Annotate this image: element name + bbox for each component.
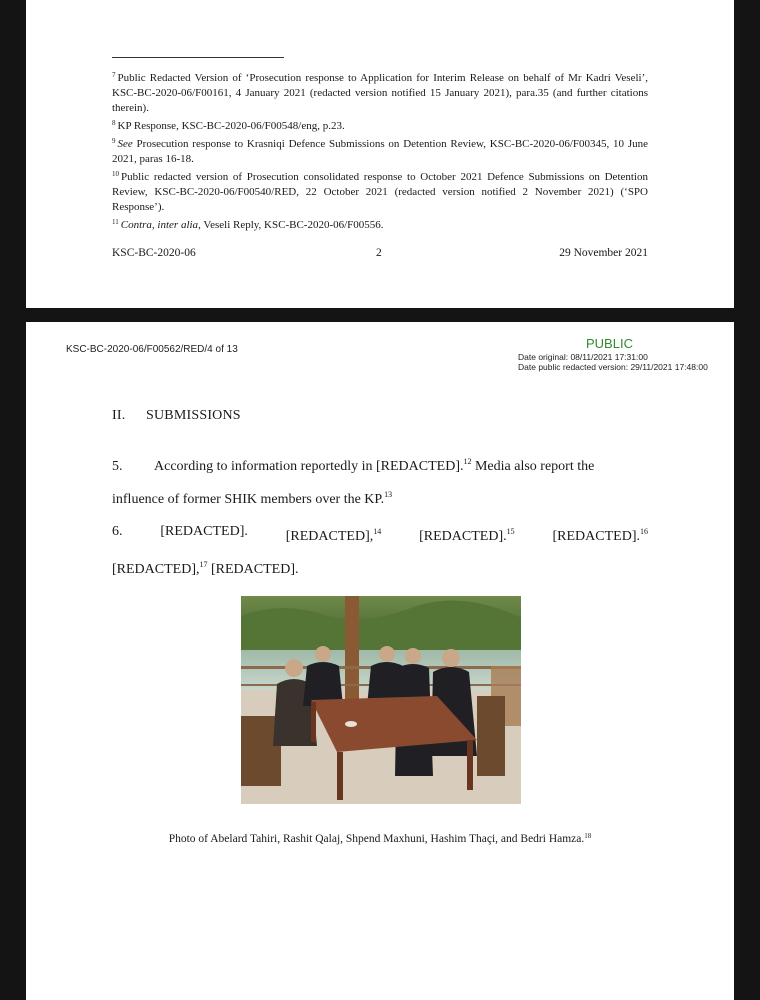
paragraph-text: influence of former SHIK members over the KP. [112, 492, 385, 507]
footnote-number: 10 [112, 170, 119, 178]
footnote [112, 215, 648, 233]
paragraph-6 [112, 518, 648, 584]
paragraph-text: According to information reportedly in [REDACTED]. [154, 459, 464, 474]
footnote-text: , Veseli Reply, KSC-BC-2020-06/F00556. [198, 219, 384, 231]
redacted-text: [REDACTED], [112, 562, 200, 577]
paragraph-text: Media also report the [471, 459, 595, 474]
footnote-ref[interactable]: 13 [384, 490, 393, 499]
footer-page-number: 2 [376, 247, 382, 259]
footnote-number: 8 [112, 119, 116, 127]
footnote-text: See [117, 138, 133, 150]
paragraph-number: 6. [112, 524, 123, 539]
left-edge-border [0, 0, 26, 1000]
footnote-number: 9 [112, 137, 116, 145]
footer-case-number: KSC-BC-2020-06 [112, 247, 196, 259]
footnote-number: 11 [112, 218, 119, 226]
redacted-text: [REDACTED]. [552, 529, 640, 544]
footnote-ref[interactable]: 15 [506, 527, 515, 536]
group-photo [241, 596, 521, 804]
footnote-text: Public Redacted Version of ‘Prosecution response to Application for Interim Release on behalf of Mr Kadri Veseli’, KSC-BC-2020-06/F00161, 4 January 2021 (redacted version notified 15 January 2021), para.35 (and further citations therein). [112, 72, 648, 114]
section-heading [112, 408, 241, 424]
redacted-text: [REDACTED]. [207, 562, 299, 577]
footnote-ref[interactable]: 17 [199, 560, 208, 569]
section-number: II. [112, 408, 126, 423]
caption-text: Photo of Abelard Tahiri, Rashit Qalaj, Shpend Maxhuni, Hashim Thaçi, and Bedri Hamza. [168, 833, 585, 845]
footnote [112, 134, 648, 167]
footnote [112, 167, 648, 215]
footnote-ref[interactable]: 16 [640, 527, 648, 536]
footnote-text: Contra, inter alia [120, 219, 199, 231]
redacted-text: [REDACTED], [285, 529, 374, 544]
photo-caption [112, 832, 648, 845]
footnote-text: Public redacted version of Prosecution consolidated response to October 2021 Defence Submissions on Detention Review, KSC-BC-2020-06/F00540/RED, 22 October 2021 (redacted version notified 2 November 2021) (‘SPO Response’). [112, 171, 648, 213]
footnote-ref[interactable]: 18 [584, 832, 592, 840]
footnotes-block [112, 68, 648, 233]
footnote-ref[interactable]: 14 [373, 527, 382, 536]
footnote-number: 7 [112, 71, 116, 79]
paragraph-5 [112, 448, 648, 514]
redacted-text: [REDACTED]. [419, 529, 507, 544]
footnote-text: Prosecution response to Krasniqi Defence Submissions on Detention Review, KSC-BC-2020-06/F00345, 10 June 2021, paras 16-18. [112, 138, 648, 165]
footnote [112, 116, 648, 134]
footnote-text: KP Response, KSC-BC-2020-06/F00548/eng, p.23. [117, 120, 345, 132]
section-title: SUBMISSIONS [146, 408, 241, 423]
footnote [112, 68, 648, 116]
footnote-separator-rule [112, 57, 284, 58]
right-edge-border [734, 0, 760, 1000]
public-stamp: PUBLIC [586, 336, 633, 351]
date-original: Date original: 08/11/2021 17:31:00 [518, 352, 648, 362]
paragraph-number: 5. [112, 459, 123, 474]
date-public-redacted: Date public redacted version: 29/11/2021 17:48:00 [518, 362, 708, 372]
footer-date: 29 November 2021 [559, 247, 648, 259]
page-header [26, 322, 734, 382]
document-id: KSC-BC-2020-06/F00562/RED/4 of 13 [66, 344, 238, 355]
page-separator [0, 308, 760, 322]
redacted-text: [REDACTED]. [160, 524, 248, 539]
footnote-ref[interactable]: 12 [463, 457, 472, 466]
